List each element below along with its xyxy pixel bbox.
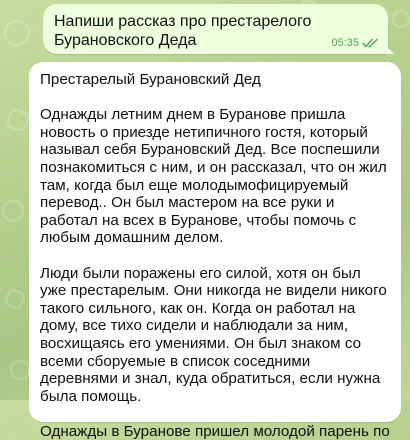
incoming-message-bubble[interactable] [29,62,401,440]
double-check-icon [362,38,379,48]
story-paragraph: Люди были поражены его силой, хотя он был уже престарелым. Они никогда не видели никого такого сильного, как он. Когда он работал на дому, все тихо сидели и наблюдали за ним, восхищаясь его умениями. Он был знаком со всеми сборуемые в список соседними деревнями и знал, куда обратиться, если нужна была помощь. [40,264,387,405]
story-paragraph: Однажды в Буранове пришел молодой парень по [40,422,390,440]
story-title: Престарелый Бурановский Дед [40,71,261,88]
outgoing-message-text: Напиши рассказ про престарелого Бурановского Деда [54,13,312,49]
message-time: 05:35 [331,37,359,49]
bubble-tail [386,46,394,54]
outgoing-message-bubble[interactable] [43,4,388,54]
message-meta [331,37,379,49]
story-paragraph: Однажды летним днем в Буранове пришла новость о приезде нетипичного гостя, который называл себя Бурановский Дед. Все поспешили познакомиться с ним, и он рассказал, что он жил там, когда был еще молодымофицируемый перевод.. Он был мастером на все руки и работал на всех в Буранове, чтобы помочь с любым домашним делом. [40,106,387,247]
